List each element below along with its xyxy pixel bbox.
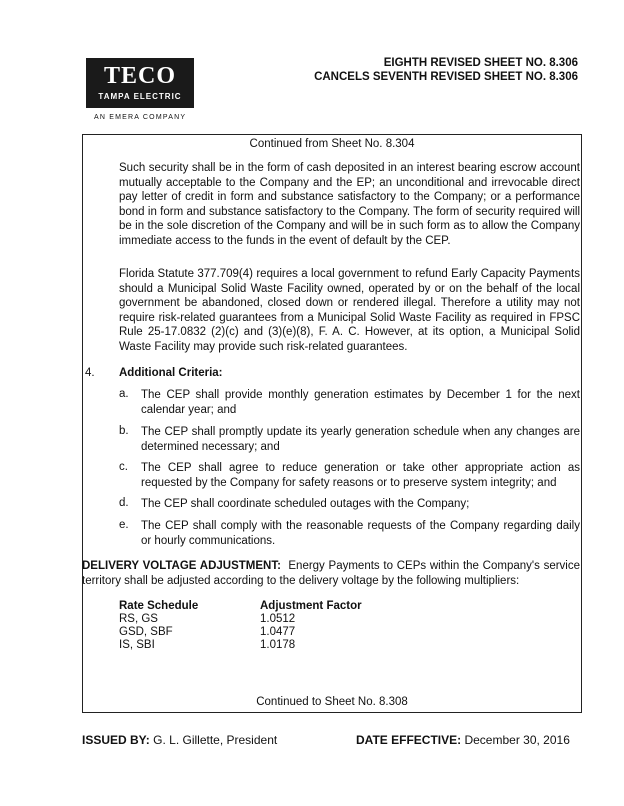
sheet-cancels: CANCELS SEVENTH REVISED SHEET NO. 8.306 [314, 71, 578, 83]
criteria-letter: b. [119, 425, 129, 437]
section-number: 4. [85, 367, 95, 379]
logo-tagline: AN EMERA COMPANY [94, 114, 187, 121]
criteria-letter: e. [119, 519, 129, 531]
issued-by [82, 733, 277, 747]
criteria-item: The CEP shall agree to reduce generation or take other appropriate action as requested by the Company for safety reasons or to preserve system integrity; and [141, 462, 580, 489]
date-effective [356, 733, 570, 747]
rate-schedule-cell: GSD, SBF [119, 626, 173, 638]
rate-schedule-column [119, 600, 198, 652]
criteria-letter: c. [119, 461, 128, 473]
rate-schedule-cell: IS, SBI [119, 639, 155, 651]
issued-by-value: G. L. Gillette, President [153, 733, 278, 747]
delivery-voltage-heading: DELIVERY VOLTAGE ADJUSTMENT: [82, 560, 281, 572]
criteria-item: The CEP shall coordinate scheduled outages with the Company; [141, 498, 470, 510]
statute-paragraph: Florida Statute 377.709(4) requires a local government to refund Early Capacity Payments should a Municipal Solid Waste Facility owned, operated by or on the behalf of the local government be abandoned, closed down or rendered illegal. Therefore a utility may not require risk-related guarantees from a Municipal Solid Waste Facility as required in FPSC Rule 25-17.0832 (2)(c) and (3)(e)(8), F. A. C. However, at its option, a Municipal Solid Waste Facility may provide such risk-related guarantees. [119, 268, 580, 353]
adjustment-factor-cell: 1.0512 [260, 613, 296, 625]
section-title: Additional Criteria: [119, 367, 223, 379]
adjustment-factor-cell: 1.0477 [260, 626, 296, 638]
rate-schedule-header: Rate Schedule [119, 600, 199, 612]
date-effective-value: December 30, 2016 [464, 733, 570, 747]
rate-schedule-cell: RS, GS [119, 613, 158, 625]
sheet-number: EIGHTH REVISED SHEET NO. 8.306 [383, 57, 578, 69]
frame-top-rule [83, 134, 581, 135]
adjustment-factor-header: Adjustment Factor [260, 600, 362, 612]
sheet-header [314, 56, 578, 84]
delivery-voltage-text: Energy Payments to CEPs within the Company's service territory shall be adjusted according to the delivery voltage by the following multipliers: [82, 560, 580, 587]
logo-mark: TECO [103, 63, 176, 89]
delivery-voltage-paragraph [82, 559, 580, 588]
criteria-item: The CEP shall comply with the reasonable requests of the Company regarding daily or hourly communications. [141, 520, 580, 547]
criteria-item: The CEP shall provide monthly generation estimates by December 1 for the next calendar year; and [141, 389, 580, 416]
criteria-letter: a. [119, 388, 129, 400]
continued-from: Continued from Sheet No. 8.304 [249, 138, 415, 150]
issued-by-label: ISSUED BY: [82, 733, 150, 747]
date-effective-label: DATE EFFECTIVE: [356, 733, 462, 747]
criteria-letter: d. [119, 497, 129, 509]
adjustment-factor-cell: 1.0178 [260, 639, 296, 651]
continued-to: Continued to Sheet No. 8.308 [256, 696, 408, 708]
logo-subtitle: TAMPA ELECTRIC [98, 92, 182, 101]
adjustment-factor-column [260, 600, 362, 652]
security-paragraph: Such security shall be in the form of cash deposited in an interest bearing escrow account mutually acceptable to the Company and the EP; an unconditional and irrevocable direct pay letter of credit in form and substance satisfactory to the Company; or a performance bond in form and substance satisfactory to the Company. The form of security required will be in the sole discretion of the Company and will be in such form as to allow the Company immediate access to the funds in the event of default by the CEP. [119, 162, 580, 247]
company-logo [86, 58, 194, 108]
criteria-item: The CEP shall promptly update its yearly generation schedule when any changes are determined necessary; and [141, 426, 580, 453]
